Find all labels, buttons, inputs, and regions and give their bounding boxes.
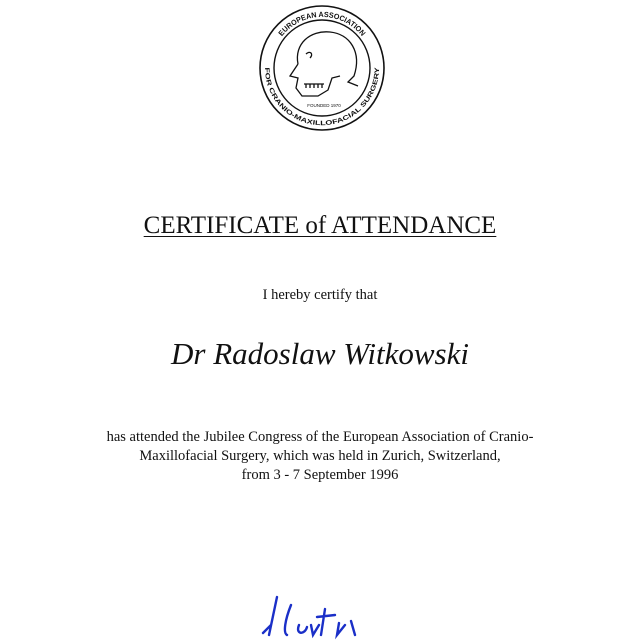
description-line: Maxillofacial Surgery, which was held in Zurich, Switzerland, xyxy=(139,448,501,464)
association-seal-logo xyxy=(258,4,386,132)
description-line: from 3 - 7 September 1996 xyxy=(241,467,399,483)
attendance-description xyxy=(0,428,640,485)
seal-founded-text: FOUNDED 1970 xyxy=(307,103,341,108)
attendee-name: Dr Radoslaw Witkowski xyxy=(171,336,469,371)
seal-bottom-text: FOR CRANIO-MAXILLOFACIAL SURGERY xyxy=(262,67,382,128)
handwritten-signature xyxy=(255,595,385,640)
description-line: has attended the Jubilee Congress of the European Association of Cranio- xyxy=(106,429,534,445)
certify-line: I hereby certify that xyxy=(262,287,378,303)
seal-top-text: EUROPEAN ASSOCIATION xyxy=(276,9,368,38)
svg-text:FOR CRANIO-MAXILLOFACIAL SURGE xyxy=(263,66,381,127)
certificate-title: CERTIFICATE of ATTENDANCE xyxy=(143,212,497,239)
skull-icon xyxy=(290,32,358,96)
